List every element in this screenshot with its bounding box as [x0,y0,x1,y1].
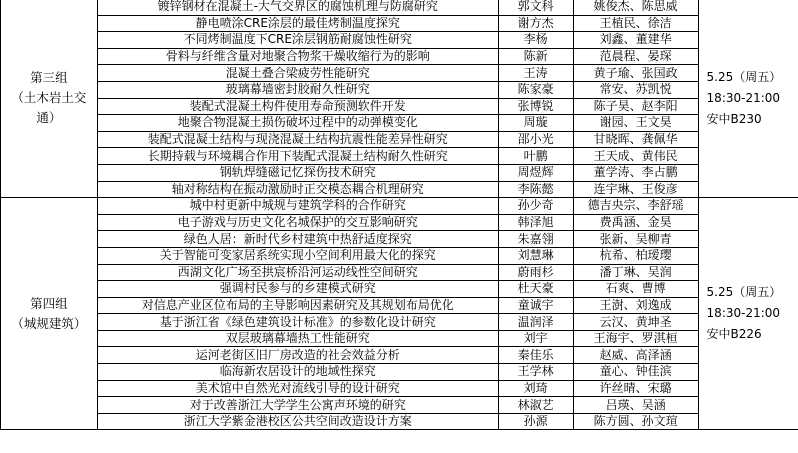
project-title-cell: 双层玻璃幕墙热工性能研究 [97,330,498,347]
members-cell: 黄子瑜、张国政 [573,65,698,82]
leader-cell: 秦佳乐 [498,347,573,364]
project-title-cell: 镀锌钢材在混凝土-大气交界区的腐蚀机理与防腐研究 [97,0,498,15]
members-cell: 连宇琳、王俊彦 [573,181,698,198]
table-row [1,81,798,98]
project-title-cell: 浙江大学紫金港校区公共空间改造设计方案 [97,413,498,430]
project-title-cell: 玻璃幕墙密封胶耐久性研究 [97,81,498,98]
project-title-cell: 绿色人居：新时代乡村建筑中热舒适度探究 [97,231,498,248]
members-cell: 范晨程、晏琛 [573,48,698,65]
members-cell: 童心、钟佳滨 [573,364,698,381]
table-row [1,297,798,314]
members-cell: 吕瑛、吴涵 [573,397,698,414]
leader-cell: 刘慧琳 [498,247,573,264]
table-row [1,413,798,430]
project-title-cell: 对于改善浙江大学学生公寓声环境的研究 [97,397,498,414]
project-title-cell: 不同烤制温度下CRE涂层钢筋耐腐蚀性研究 [97,32,498,49]
schedule-line: 安中B230 [706,111,762,126]
leader-cell: 刘琦 [498,380,573,397]
table-row [1,380,798,397]
leader-cell: 邵小光 [498,131,573,148]
members-cell: 王澍、刘逸成 [573,297,698,314]
leader-cell: 陈新 [498,48,573,65]
schedule-line: 18:30-21:00 [706,306,781,321]
leader-cell: 叶鹏 [498,148,573,165]
members-cell: 王植民、徐洁 [573,15,698,32]
schedule-cell [698,198,798,430]
schedule-line: 18:30-21:00 [706,90,781,105]
leader-cell: 郭文科 [498,0,573,15]
project-title-cell: 轴对称结构在振动激励时正交模态耦合机理研究 [97,181,498,198]
table-row [1,181,798,198]
leader-cell: 王涛 [498,65,573,82]
project-title-cell: 城中村更新中城规与建筑学科的合作研究 [97,198,498,215]
project-title-cell: 基于浙江省《绿色建筑设计标准》的参数化设计研究 [97,314,498,331]
table-row [1,98,798,115]
members-cell: 陈子昊、赵李阳 [573,98,698,115]
project-title-cell: 关于智能可变家居系统实现小空间利用最大化的探究 [97,247,498,264]
leader-cell: 蔚雨杉 [498,264,573,281]
members-cell: 王海宇、罗淇桓 [573,330,698,347]
schedule-line: 安中B226 [706,327,762,342]
members-cell: 刘鑫、董建华 [573,32,698,49]
leader-cell: 林淑艺 [498,397,573,414]
table-row [1,115,798,132]
project-title-cell: 长期持载与环境耦合作用下装配式混凝土结构耐久性研究 [97,148,498,165]
table-row [1,231,798,248]
project-title-cell: 钢轨焊缝磁记忆探伤技术研究 [97,164,498,181]
leader-cell: 韩泽旭 [498,214,573,231]
group-name-cell [1,198,98,430]
project-title-cell: 电子游戏与历史文化名城保护的交互影响研究 [97,214,498,231]
table-row [1,15,798,32]
group-name-line: 通） [36,110,62,126]
members-cell: 云汉、黄坤圣 [573,314,698,331]
project-title-cell: 美术馆中自然光对流线引导的设计研究 [97,380,498,397]
table-row [1,148,798,165]
group-name-cell [1,0,98,198]
group-name-line: （土木岩土交 [11,90,87,106]
table-row [1,131,798,148]
members-cell: 许丝晴、宋璐 [573,380,698,397]
table-row [1,347,798,364]
group-name-line: 第三组 [30,70,68,86]
table-row [1,65,798,82]
members-cell: 潘丁琳、吴润 [573,264,698,281]
members-cell: 德吉央宗、李舒瑶 [573,198,698,215]
project-title-cell: 西湖文化广场至拱宸桥沿河运动线性空间研究 [97,264,498,281]
members-cell: 陈方圆、孙文瑄 [573,413,698,430]
members-cell: 张新、吴柳青 [573,231,698,248]
table-row [1,330,798,347]
leader-cell: 谢方杰 [498,15,573,32]
project-title-cell: 骨料与纤维含量对地聚合物浆干燥收缩行为的影响 [97,48,498,65]
project-title-cell: 强调村民参与的乡建模式研究 [97,281,498,298]
members-cell: 谢园、王文昊 [573,115,698,132]
members-cell: 费禹涵、金昊 [573,214,698,231]
group-name-line: （城规建筑） [11,315,87,331]
leader-cell: 周璇 [498,115,573,132]
leader-cell: 王学林 [498,364,573,381]
leader-cell: 陈家豪 [498,81,573,98]
table-row [1,364,798,381]
project-title-cell: 装配式混凝土构件使用寿命预测软件开发 [97,98,498,115]
project-title-cell: 地聚合物混凝土损伤破坏过程中的动弹模变化 [97,115,498,132]
table-row [1,281,798,298]
project-title-cell: 临海新农居设计的地域性探究 [97,364,498,381]
leader-cell: 杜天豪 [498,281,573,298]
table-row [1,264,798,281]
leader-cell: 李陈懿 [498,181,573,198]
table-row [1,397,798,414]
leader-cell: 童诚宇 [498,297,573,314]
table-row [1,32,798,49]
members-cell: 石爽、曹博 [573,281,698,298]
table-row [1,314,798,331]
leader-cell: 朱嘉翎 [498,231,573,248]
project-title-cell: 装配式混凝土结构与现浇混凝土结构抗震性能差异性研究 [97,131,498,148]
leader-cell: 周煜辉 [498,164,573,181]
members-cell: 赵威、高泽涵 [573,347,698,364]
leader-cell: 刘宇 [498,330,573,347]
members-cell: 常安、苏凯悦 [573,81,698,98]
schedule-line: 5.25（周五） [706,285,782,300]
schedule-line: 5.25（周五） [706,69,782,84]
members-cell: 杭希、柏瑷璎 [573,247,698,264]
project-title-cell: 运河老街区旧厂房改造的社会效益分析 [97,347,498,364]
leader-cell: 孙源 [498,413,573,430]
leader-cell: 李杨 [498,32,573,49]
table-row [1,0,798,15]
table-row [1,164,798,181]
table-row [1,48,798,65]
schedule-cell [698,0,798,198]
project-title-cell: 静电喷涂CRE涂层的最佳烤制温度探究 [97,15,498,32]
project-title-cell: 混凝土叠合梁疲劳性能研究 [97,65,498,82]
leader-cell: 孙少奇 [498,198,573,215]
members-cell: 甘晓晖、龚佩华 [573,131,698,148]
table-row [1,198,798,215]
group-name-line: 第四组 [30,295,68,311]
leader-cell: 张博锐 [498,98,573,115]
project-title-cell: 对信息产业区位布局的主导影响因素研究及其规划布局优化 [97,297,498,314]
members-cell: 董学涛、李占鹏 [573,164,698,181]
members-cell: 王天成、黄伟民 [573,148,698,165]
members-cell: 姚俊杰、陈思威 [573,0,698,15]
table-row [1,214,798,231]
table-row [1,247,798,264]
leader-cell: 温润泽 [498,314,573,331]
